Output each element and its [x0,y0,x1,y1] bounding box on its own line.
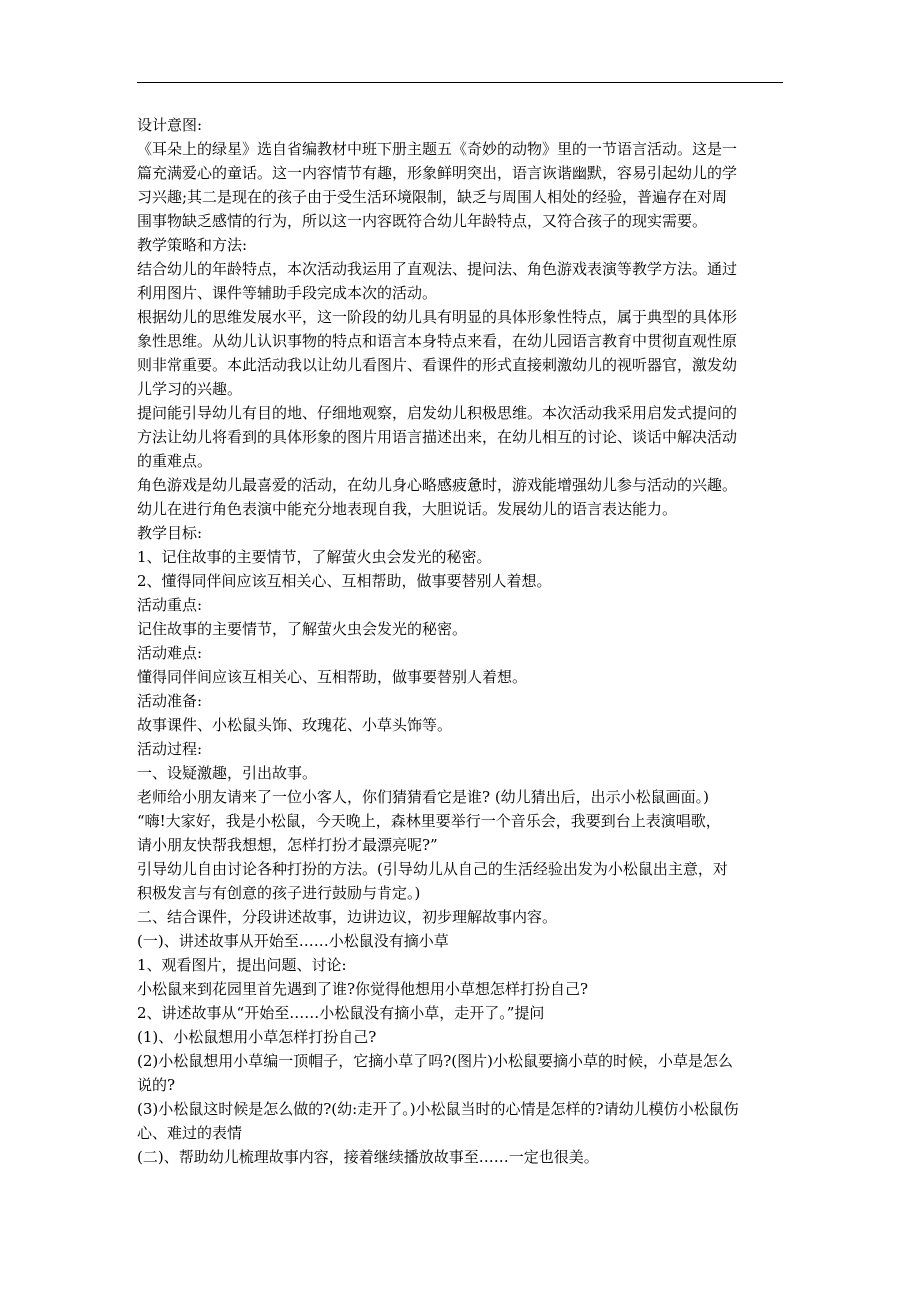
text-line: (1)、小松鼠想用小草怎样打扮自己? [137,1028,377,1046]
text-line: 2、讲述故事从“开始至……小松鼠没有摘小草，走开了。”提问 [137,1004,545,1022]
text-line: 故事课件、小松鼠头饰、玫瑰花、小草头饰等。 [137,716,453,734]
text-line: 方法让幼儿将看到的具体形象的图片用语言描述出来，在幼儿相互的讨论、谈话中解决活动 [137,428,738,446]
text-line: 老师给小朋友请来了一位小客人，你们猜猜看它是谁? (幼儿猜出后，出示小松鼠画面。) [137,788,710,806]
text-line: 心、难过的表情 [137,1124,243,1142]
text-line: 二、结合课件，分段讲述故事，边讲边议，初步理解故事内容。 [137,908,558,926]
text-line: 幼儿在进行角色表演中能充分地表现自我，大胆说话。发展幼儿的语言表达能力。 [137,500,678,518]
text-line: 1、观看图片，提出问题、讨论: [137,956,347,974]
text-line: 教学目标: [137,524,203,542]
text-line: 活动重点: [137,596,203,614]
text-line: 2、懂得同伴间应该互相关心、互相帮助，做事要替别人着想。 [137,572,552,590]
text-line: 活动过程: [137,740,203,758]
text-line: 篇充满爱心的童话。这一内容情节有趣，形象鲜明突出，语言诙谐幽默，容易引起幼儿的学 [137,164,738,182]
text-line: 一、设疑激趣，引出故事。 [137,764,318,782]
text-line: 根据幼儿的思维发展水平，这一阶段的幼儿具有明显的具体形象性特点，属于典型的具体形 [137,308,738,326]
document-body [137,113,797,1169]
text-line: 活动准备: [137,692,203,710]
text-line: 提问能引导幼儿有目的地、仔细地观察，启发幼儿积极思维。本次活动我采用启发式提问的 [137,404,738,422]
header-rule [137,82,783,83]
text-line: (二)、帮助幼儿梳理故事内容，接着继续播放故事至……一定也很美。 [137,1148,599,1166]
text-line: (3)小松鼠这时候是怎么做的?(幼:走开了。)小松鼠当时的心情是怎样的?请幼儿模仿小松鼠伤 [137,1100,739,1118]
text-line: 活动难点: [137,644,203,662]
text-line: 习兴趣;其二是现在的孩子由于受生活环境限制，缺乏与周围人相处的经验，普遍存在对周 [137,188,728,206]
text-line: (2)小松鼠想用小草编一顶帽子，它摘小草了吗?(图片)小松鼠要摘小草的时候，小草是怎么 [137,1052,733,1070]
text-line: 教学策略和方法: [137,236,248,254]
text-line: 懂得同伴间应该互相关心、互相帮助，做事要替别人着想。 [137,668,528,686]
text-line: 设计意图: [137,116,203,134]
text-line: 1、记住故事的主要情节，了解萤火虫会发光的秘密。 [137,548,492,566]
text-line: 《耳朵上的绿星》选自省编教材中班下册主题五《奇妙的动物》里的一节语言活动。这是一 [137,140,738,158]
text-line: 角色游戏是幼儿最喜爱的活动，在幼儿身心略感疲惫时，游戏能增强幼儿参与活动的兴趣。 [137,476,738,494]
text-line: 利用图片、课件等辅助手段完成本次的活动。 [137,284,438,302]
text-line: 请小朋友快帮我想想，怎样打扮才最漂亮呢?” [137,836,438,854]
text-line: 象性思维。从幼儿认识事物的特点和语言本身特点来看，在幼儿园语言教育中贯彻直观性原 [137,332,738,350]
text-line: 说的? [137,1076,176,1094]
text-line: 结合幼儿的年龄特点，本次活动我运用了直观法、提问法、角色游戏表演等教学方法。通过 [137,260,738,278]
text-line: 则非常重要。本此活动我以让幼儿看图片、看课件的形式直接刺激幼儿的视听器官，激发幼 [137,356,738,374]
text-line: 小松鼠来到花园里首先遇到了谁?你觉得他想用小草想怎样打扮自己? [137,980,589,998]
text-line: “嗨!大家好，我是小松鼠，今天晚上，森林里要举行一个音乐会，我要到台上表演唱歌， [137,812,721,830]
text-line: 围事物缺乏感情的行为，所以这一内容既符合幼儿年龄特点，又符合孩子的现实需要。 [137,212,708,230]
text-line: (一)、讲述故事从开始至……小松鼠没有摘小草 [137,932,449,950]
text-line: 记住故事的主要情节，了解萤火虫会发光的秘密。 [137,620,468,638]
text-line: 积极发言与有创意的孩子进行鼓励与肯定。) [137,884,421,902]
text-line: 儿学习的兴趣。 [137,380,243,398]
text-line: 引导幼儿自由讨论各种打扮的方法。(引导幼儿从自己的生活经验出发为小松鼠出主意，对 [137,860,728,878]
text-line: 的重难点。 [137,452,213,470]
